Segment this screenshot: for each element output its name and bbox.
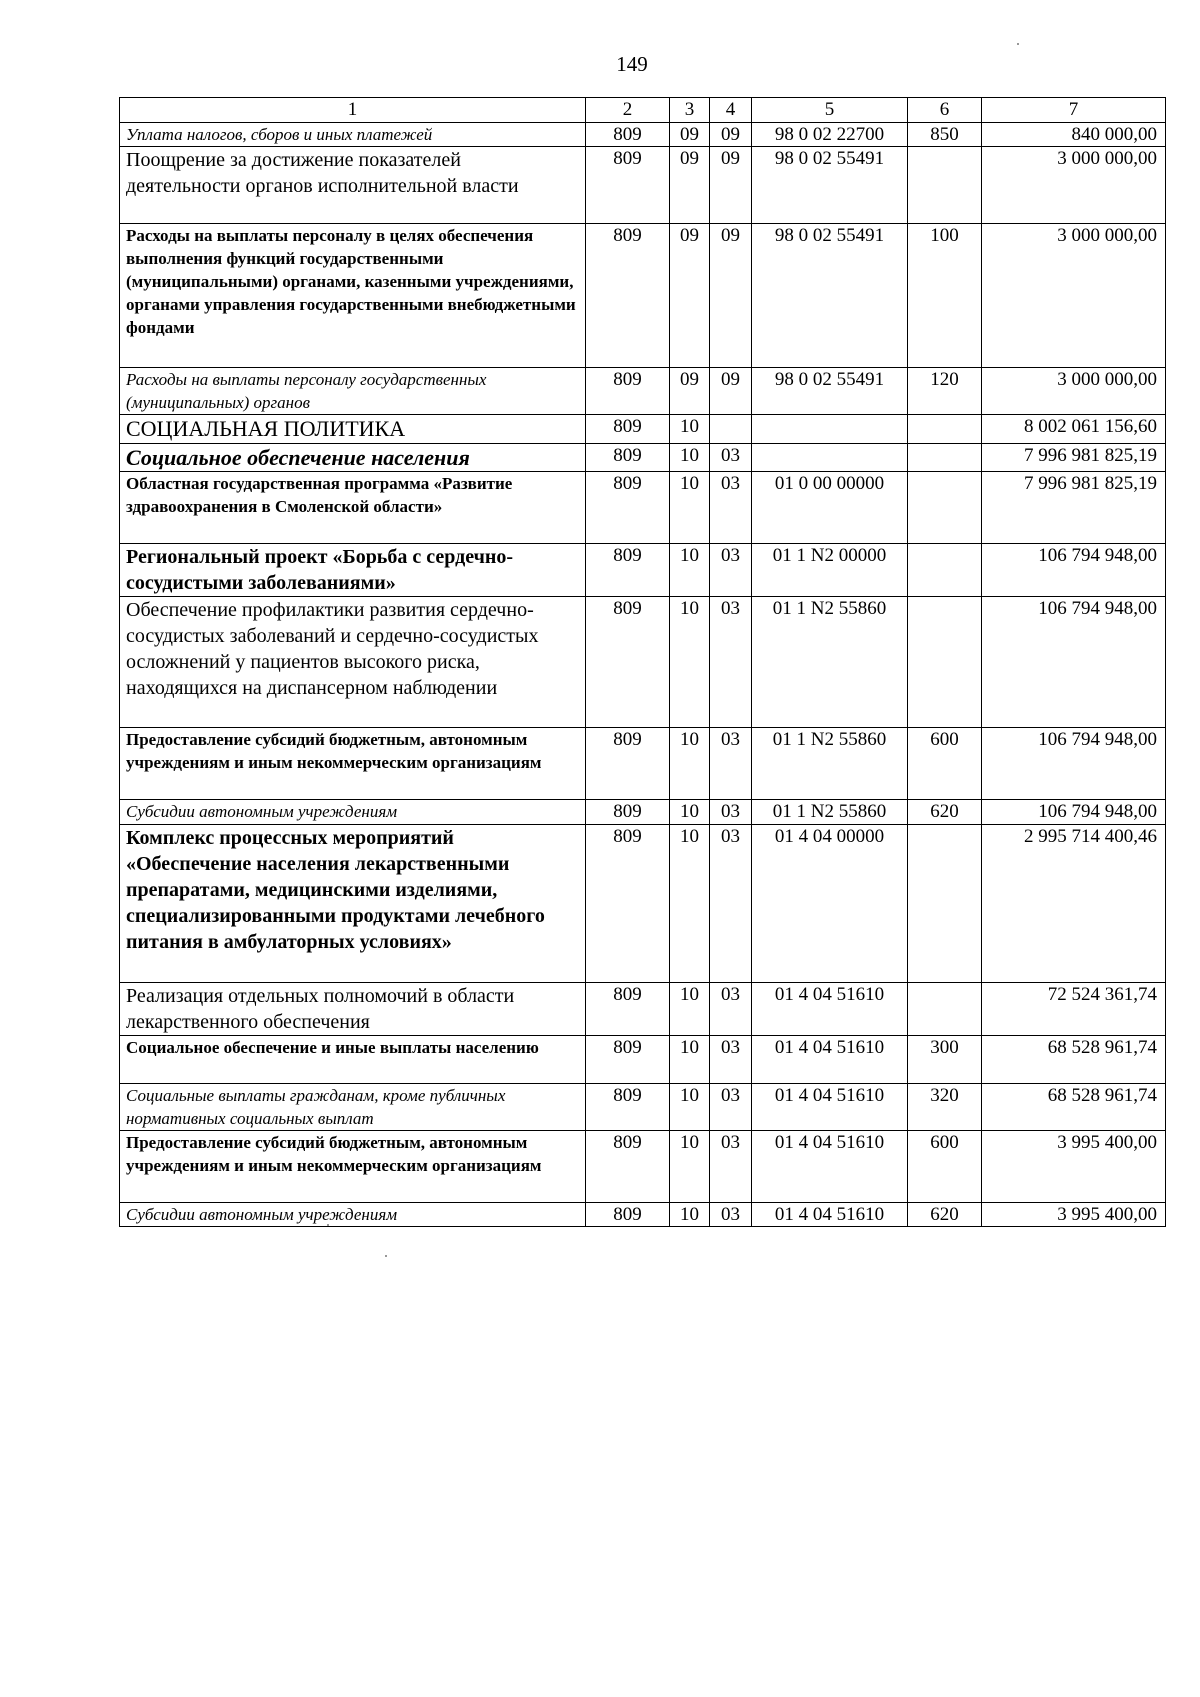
amount-cell: 68 528 961,74 (982, 1036, 1166, 1084)
name-cell: Субсидии автономным учреждениям (120, 1203, 586, 1227)
section-cell: 10 (670, 597, 710, 728)
target-article-cell: 98 0 02 55491 (752, 147, 908, 224)
table-row (120, 597, 1166, 728)
name-cell: Расходы на выплаты персоналу государственных (муниципальных) органов (120, 368, 586, 415)
section-cell: 09 (670, 123, 710, 147)
page-number: 149 (616, 52, 648, 76)
subsection-cell: 03 (710, 825, 752, 983)
expense-type-cell (908, 444, 982, 472)
table-row (120, 544, 1166, 597)
table-body (120, 98, 1166, 1227)
amount-cell: 840 000,00 (982, 123, 1166, 147)
table-row (120, 147, 1166, 224)
expense-type-cell (908, 472, 982, 544)
name-cell: Социальное обеспечение населения (120, 444, 586, 472)
admin-code-cell: 809 (586, 728, 670, 800)
subsection-cell: 03 (710, 1036, 752, 1084)
target-article-cell: 01 0 00 00000 (752, 472, 908, 544)
amount-cell: 106 794 948,00 (982, 728, 1166, 800)
admin-code-cell: 809 (586, 825, 670, 983)
subsection-cell: 03 (710, 728, 752, 800)
subsection-cell (710, 415, 752, 444)
target-article-cell: 01 1 N2 00000 (752, 544, 908, 597)
expense-type-cell: 600 (908, 1131, 982, 1203)
admin-code-cell: 809 (586, 123, 670, 147)
admin-code-cell: 809 (586, 444, 670, 472)
name-cell: Региональный проект «Борьба с сердечно-сосудистыми заболеваниями» (120, 544, 586, 597)
target-article-cell: 01 4 04 00000 (752, 825, 908, 983)
section-cell: 10 (670, 415, 710, 444)
expense-type-cell (908, 415, 982, 444)
table-row (120, 825, 1166, 983)
target-article-cell (752, 415, 908, 444)
expense-type-cell (908, 597, 982, 728)
name-cell: Социальное обеспечение и иные выплаты населению (120, 1036, 586, 1084)
name-cell: Предоставление субсидий бюджетным, автономным учреждениям и иным некоммерческим организациям (120, 728, 586, 800)
admin-code-cell: 809 (586, 224, 670, 368)
table-row (120, 368, 1166, 415)
table-row (120, 1203, 1166, 1227)
subsection-cell: 09 (710, 147, 752, 224)
subsection-cell: 03 (710, 444, 752, 472)
section-cell: 10 (670, 444, 710, 472)
table-row (120, 415, 1166, 444)
amount-cell: 7 996 981 825,19 (982, 444, 1166, 472)
amount-cell: 8 002 061 156,60 (982, 415, 1166, 444)
amount-cell: 68 528 961,74 (982, 1084, 1166, 1131)
name-cell: СОЦИАЛЬНАЯ ПОЛИТИКА (120, 415, 586, 444)
section-cell: 10 (670, 825, 710, 983)
table-row (120, 800, 1166, 825)
subsection-cell: 03 (710, 983, 752, 1036)
admin-code-cell: 809 (586, 1036, 670, 1084)
table-row (120, 1036, 1166, 1084)
section-cell: 09 (670, 368, 710, 415)
expense-type-cell (908, 147, 982, 224)
expense-type-cell: 850 (908, 123, 982, 147)
header-cell: 7 (982, 98, 1166, 123)
table-row (120, 983, 1166, 1036)
amount-cell: 106 794 948,00 (982, 800, 1166, 825)
expense-type-cell (908, 983, 982, 1036)
header-cell: 4 (710, 98, 752, 123)
target-article-cell (752, 444, 908, 472)
table-row (120, 1131, 1166, 1203)
subsection-cell: 03 (710, 544, 752, 597)
admin-code-cell: 809 (586, 1084, 670, 1131)
subsection-cell: 03 (710, 800, 752, 825)
target-article-cell: 01 4 04 51610 (752, 1203, 908, 1227)
expense-type-cell: 120 (908, 368, 982, 415)
amount-cell: 3 995 400,00 (982, 1131, 1166, 1203)
expense-type-cell (908, 825, 982, 983)
name-cell: Областная государственная программа «Развитие здравоохранения в Смоленской области» (120, 472, 586, 544)
subsection-cell: 09 (710, 224, 752, 368)
admin-code-cell: 809 (586, 1131, 670, 1203)
amount-cell: 72 524 361,74 (982, 983, 1166, 1036)
section-cell: 10 (670, 983, 710, 1036)
name-cell: Расходы на выплаты персоналу в целях обеспечения выполнения функций государственными (муниципальными) органами, казенными учреждениями, органами управления государственными внебюджетными фондами (120, 224, 586, 368)
name-cell: Комплекс процессных мероприятий «Обеспечение населения лекарственными препаратами, медицинскими изделиями, специализированными продуктами лечебного питания в амбулаторных условиях» (120, 825, 586, 983)
budget-table (119, 97, 1166, 1227)
section-cell: 10 (670, 1084, 710, 1131)
subsection-cell: 03 (710, 472, 752, 544)
name-cell: Предоставление субсидий бюджетным, автономным учреждениям и иным некоммерческим организациям (120, 1131, 586, 1203)
expense-type-cell: 300 (908, 1036, 982, 1084)
admin-code-cell: 809 (586, 597, 670, 728)
expense-type-cell (908, 544, 982, 597)
name-cell: Социальные выплаты гражданам, кроме публичных нормативных социальных выплат (120, 1084, 586, 1131)
amount-cell: 3 995 400,00 (982, 1203, 1166, 1227)
amount-cell: 3 000 000,00 (982, 368, 1166, 415)
name-cell: Обеспечение профилактики развития сердечно-сосудистых заболеваний и сердечно-сосудистых осложнений у пациентов высокого риска, находящихся на диспансерном наблюдении (120, 597, 586, 728)
subsection-cell: 03 (710, 1084, 752, 1131)
expense-type-cell: 620 (908, 800, 982, 825)
header-cell: 2 (586, 98, 670, 123)
table-row (120, 444, 1166, 472)
admin-code-cell: 809 (586, 1203, 670, 1227)
amount-cell: 3 000 000,00 (982, 147, 1166, 224)
name-cell: Реализация отдельных полномочий в области лекарственного обеспечения (120, 983, 586, 1036)
scan-speck (1017, 43, 1019, 45)
amount-cell: 3 000 000,00 (982, 224, 1166, 368)
section-cell: 10 (670, 728, 710, 800)
subsection-cell: 03 (710, 1131, 752, 1203)
table-row (120, 224, 1166, 368)
expense-type-cell: 620 (908, 1203, 982, 1227)
target-article-cell: 01 4 04 51610 (752, 1084, 908, 1131)
name-cell: Уплата налогов, сборов и иных платежей (120, 123, 586, 147)
subsection-cell: 03 (710, 597, 752, 728)
expense-type-cell: 100 (908, 224, 982, 368)
subsection-cell: 09 (710, 123, 752, 147)
admin-code-cell: 809 (586, 472, 670, 544)
subsection-cell: 03 (710, 1203, 752, 1227)
amount-cell: 2 995 714 400,46 (982, 825, 1166, 983)
amount-cell: 7 996 981 825,19 (982, 472, 1166, 544)
admin-code-cell: 809 (586, 147, 670, 224)
table-header-row (120, 98, 1166, 123)
section-cell: 10 (670, 1036, 710, 1084)
expense-type-cell: 320 (908, 1084, 982, 1131)
target-article-cell: 01 1 N2 55860 (752, 800, 908, 825)
admin-code-cell: 809 (586, 983, 670, 1036)
amount-cell: 106 794 948,00 (982, 544, 1166, 597)
name-cell: Поощрение за достижение показателей деятельности органов исполнительной власти (120, 147, 586, 224)
header-cell: 1 (120, 98, 586, 123)
target-article-cell: 01 4 04 51610 (752, 983, 908, 1036)
section-cell: 10 (670, 544, 710, 597)
target-article-cell: 01 1 N2 55860 (752, 597, 908, 728)
target-article-cell: 98 0 02 22700 (752, 123, 908, 147)
name-cell: Субсидии автономным учреждениям (120, 800, 586, 825)
admin-code-cell: 809 (586, 368, 670, 415)
target-article-cell: 01 4 04 51610 (752, 1131, 908, 1203)
target-article-cell: 01 1 N2 55860 (752, 728, 908, 800)
admin-code-cell: 809 (586, 544, 670, 597)
admin-code-cell: 809 (586, 800, 670, 825)
section-cell: 09 (670, 147, 710, 224)
section-cell: 10 (670, 472, 710, 544)
target-article-cell: 98 0 02 55491 (752, 224, 908, 368)
header-cell: 5 (752, 98, 908, 123)
table-row (120, 1084, 1166, 1131)
section-cell: 09 (670, 224, 710, 368)
section-cell: 10 (670, 1131, 710, 1203)
header-cell: 3 (670, 98, 710, 123)
scan-speck (385, 1255, 387, 1257)
admin-code-cell: 809 (586, 415, 670, 444)
scan-speck (327, 1224, 329, 1226)
header-cell: 6 (908, 98, 982, 123)
section-cell: 10 (670, 800, 710, 825)
section-cell: 10 (670, 1203, 710, 1227)
expense-type-cell: 600 (908, 728, 982, 800)
amount-cell: 106 794 948,00 (982, 597, 1166, 728)
target-article-cell: 98 0 02 55491 (752, 368, 908, 415)
table-row (120, 123, 1166, 147)
table-row (120, 728, 1166, 800)
subsection-cell: 09 (710, 368, 752, 415)
target-article-cell: 01 4 04 51610 (752, 1036, 908, 1084)
table-row (120, 472, 1166, 544)
